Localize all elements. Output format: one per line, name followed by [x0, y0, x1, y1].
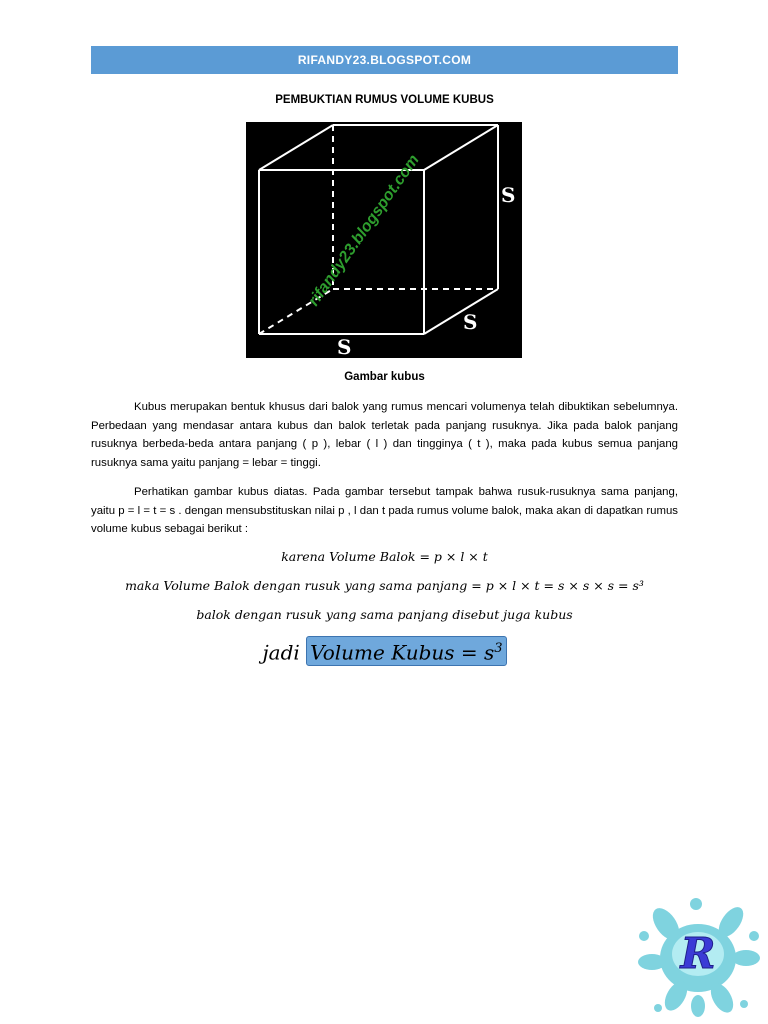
cube-figure: [246, 122, 522, 358]
figure-caption: Gambar kubus: [344, 371, 425, 383]
final-exponent: 3: [494, 641, 503, 656]
formula-line-1: karena Volume Balok = p × l × t: [281, 549, 488, 564]
document-title: PEMBUKTIAN RUMUS VOLUME KUBUS: [275, 94, 494, 106]
side-label-bottom: S: [337, 335, 352, 358]
site-name: RIFANDY23.BLOGSPOT.COM: [297, 53, 472, 67]
cube-drawing: [246, 122, 522, 358]
cube-edge: [424, 289, 498, 334]
cube-edge: [424, 125, 498, 170]
side-label-depth: S: [463, 310, 478, 334]
final-prefix: jadi: [262, 640, 300, 665]
cube-edge: [259, 125, 333, 170]
paragraph-1-text: Kubus merupakan bentuk khusus dari balok yang rumus mencari volumenya telah dibuktikan sebelumnya. Perbedaan yang mendasar antara kubus dan balok terletak pada panjang rusuknya. Jika pada balok panjang rusuknya berbeda-beda antara panjang ( p ), lebar ( l ) dan tingginya ( t ), maka pada kubus semua panjang rusuknya sama yaitu panjang = lebar = tinggi.: [91, 401, 678, 469]
final-formula: [91, 636, 678, 666]
watermark-text: rifandy23.blogspot.com: [305, 151, 423, 310]
formula-line-3: balok dengan rusuk yang sama panjang disebut juga kubus: [196, 607, 573, 622]
paragraph-2-text: Perhatikan gambar kubus diatas. Pada gambar tersebut tampak bahwa rusuk-rusuknya sama panjang, yaitu p = l = t = s . dengan mensubstituskan nilai p , l dan t pada rumus volume balok, maka akan di dapatkan rumus volume kubus sebagai berikut :: [91, 486, 678, 535]
paragraph-2: [91, 483, 678, 539]
site-header-bar: [91, 46, 678, 74]
highlighted-formula: [306, 636, 506, 666]
side-label-right: S: [501, 183, 516, 207]
splash-logo-icon: [636, 896, 762, 1018]
paragraph-1: [91, 398, 678, 472]
logo-letter: R: [680, 929, 716, 978]
blog-logo: [636, 896, 762, 1018]
final-formula-text: Volume Kubus = s: [310, 640, 495, 665]
formula-line-2: maka Volume Balok dengan rusuk yang sama panjang = p × l × t = s × s × s = s³: [125, 578, 644, 593]
